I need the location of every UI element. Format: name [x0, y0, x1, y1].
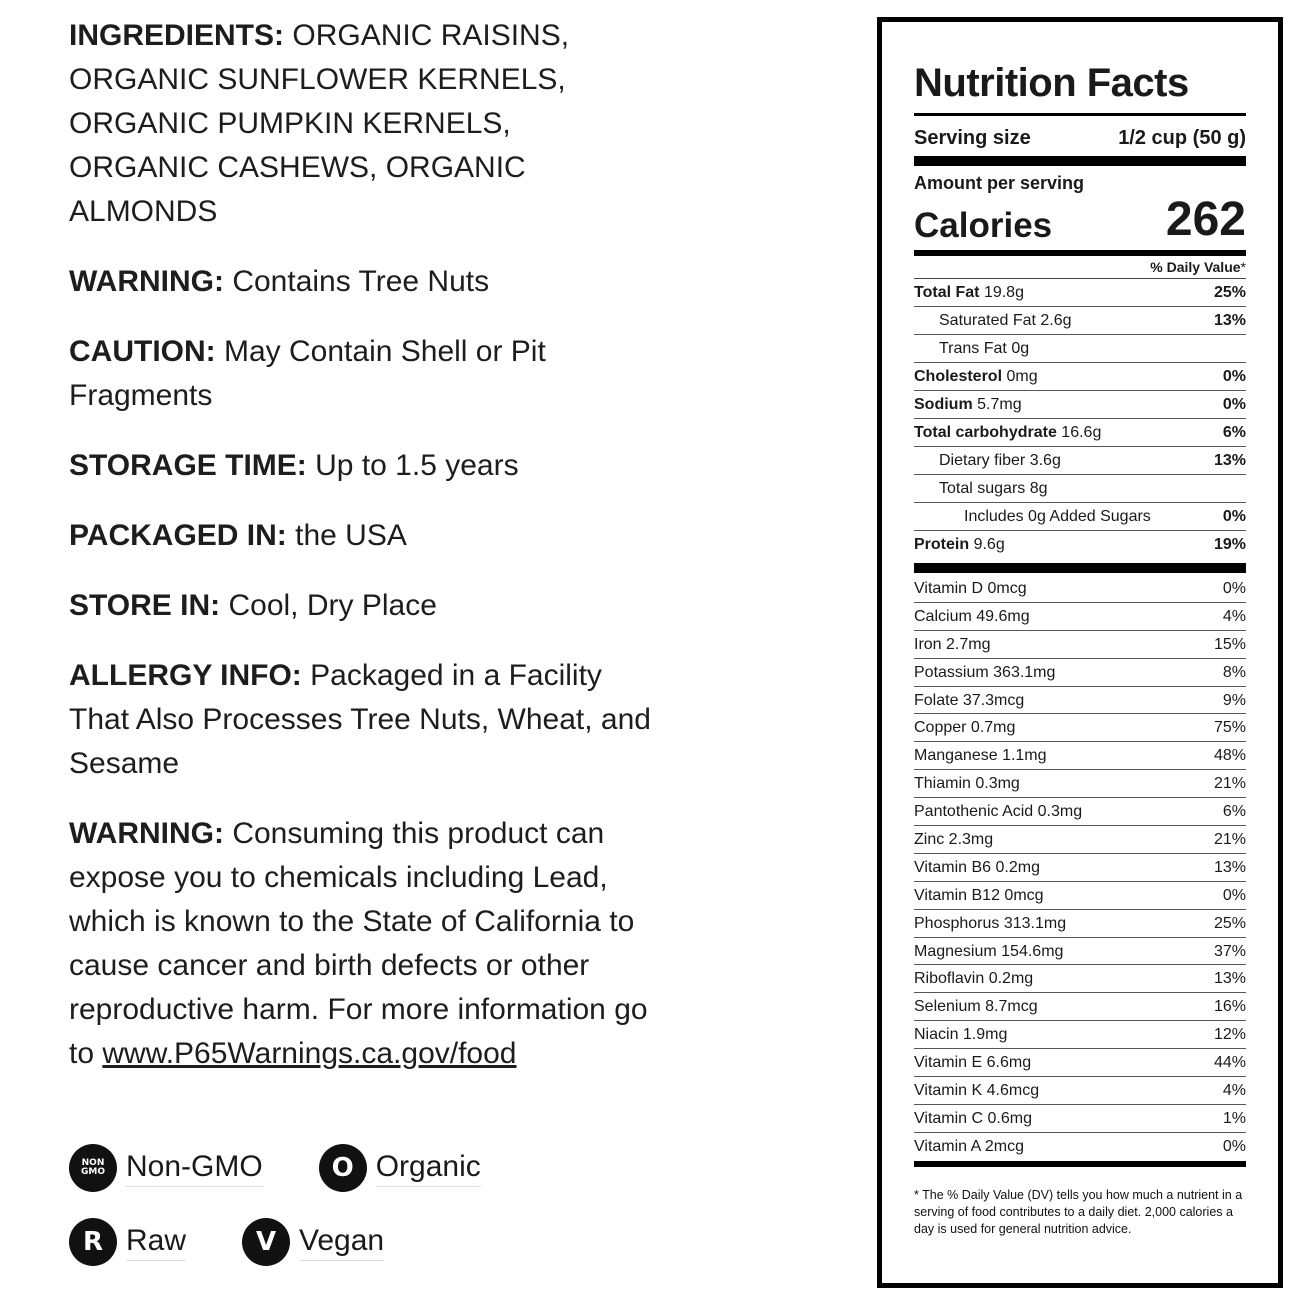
- vitamin-daily-value: 12%: [1213, 1026, 1246, 1044]
- vitamin-daily-value: 25%: [1213, 914, 1246, 932]
- badge-organic: [319, 1144, 481, 1192]
- vitamin-name: Copper 0.7mg: [914, 719, 1016, 737]
- vitamin-name: Vitamin A 2mcg: [914, 1137, 1024, 1155]
- vitamin-daily-value: 4%: [1222, 1082, 1246, 1100]
- ingredients-label: INGREDIENTS:: [69, 19, 285, 52]
- vitamin-name: Vitamin B12 0mcg: [914, 886, 1044, 904]
- vegan-icon: V: [242, 1218, 290, 1266]
- vitamin-row: [914, 798, 1246, 826]
- storage-time: [69, 444, 689, 488]
- ingredients-text: ORGANIC RAISINS, ORGANIC SUNFLOWER KERNELS, ORGANIC PUMPKIN KERNELS, ORGANIC CASHEWS, ORGANIC ALMONDS: [69, 19, 570, 228]
- allergy-label: ALLERGY INFO:: [69, 659, 302, 692]
- serving-size-label: Serving size: [914, 127, 1031, 149]
- vitamin-row: [914, 965, 1246, 993]
- caution-text: May Contain Shell or Pit Fragments: [69, 335, 546, 412]
- warning-text: Contains Tree Nuts: [232, 265, 490, 298]
- calories-row: [914, 193, 1246, 256]
- vitamin-row: [914, 687, 1246, 715]
- prop65-warning: [69, 812, 669, 1076]
- vitamin-daily-value: 75%: [1213, 719, 1246, 737]
- vitamin-name: Potassium 363.1mg: [914, 663, 1056, 681]
- p65-warnings-link[interactable]: www.P65Warnings.ca.gov/food: [102, 1037, 517, 1070]
- nutrient-row-saturated-fat: Saturated Fat 2.6g 13%: [914, 307, 1246, 335]
- ingredients-statement: [69, 14, 629, 234]
- vitamin-name: Riboflavin 0.2mg: [914, 970, 1034, 988]
- vitamin-row: [914, 659, 1246, 687]
- vitamin-daily-value: 1%: [1222, 1109, 1246, 1127]
- vitamin-row: [914, 1133, 1246, 1161]
- store-text: Cool, Dry Place: [228, 589, 437, 622]
- vitamin-row: [914, 714, 1246, 742]
- nutrition-facts-panel: [877, 17, 1283, 1288]
- vitamin-name: Phosphorus 313.1mg: [914, 914, 1067, 932]
- vitamin-row: [914, 1021, 1246, 1049]
- vitamin-name: Manganese 1.1mg: [914, 747, 1047, 765]
- vitamin-name: Vitamin B6 0.2mg: [914, 858, 1040, 876]
- vitamin-row: [914, 1105, 1246, 1133]
- nutrient-row-added-sugars: Includes 0g Added Sugars 0%: [914, 503, 1246, 531]
- vitamin-daily-value: 6%: [1222, 803, 1246, 821]
- vitamin-daily-value: 21%: [1213, 831, 1246, 849]
- allergy-text: Packaged in a Facility That Also Processes Tree Nuts, Wheat, and Sesame: [69, 659, 651, 780]
- vitamin-row: [914, 575, 1246, 603]
- vitamin-daily-value: 21%: [1213, 775, 1246, 793]
- nutrient-row-total-sugars: Total sugars 8g: [914, 475, 1246, 503]
- vitamin-row: [914, 742, 1246, 770]
- vitamin-row: [914, 603, 1246, 631]
- amount-per-serving: Amount per serving: [914, 173, 1085, 193]
- vitamin-row: [914, 882, 1246, 910]
- nutrient-row-dietary-fiber: Dietary fiber 3.6g 13%: [914, 447, 1246, 475]
- tree-nut-warning: [69, 260, 689, 304]
- nutrition-facts-title: Nutrition Facts: [914, 57, 1246, 116]
- vitamin-name: Pantothenic Acid 0.3mg: [914, 803, 1083, 821]
- badge-label: Raw: [126, 1224, 186, 1261]
- raw-icon: R: [69, 1218, 117, 1266]
- vitamin-daily-value: 44%: [1213, 1054, 1246, 1072]
- non-gmo-icon: NON GMO: [69, 1144, 117, 1192]
- daily-value-header: % Daily Value*: [914, 256, 1246, 279]
- badge-label: Vegan: [299, 1224, 384, 1261]
- vitamin-daily-value: 0%: [1222, 580, 1246, 597]
- prop65-label: WARNING:: [69, 817, 224, 850]
- nutrient-row-cholesterol: Cholesterol 0mg 0%: [914, 363, 1246, 391]
- vitamin-row: [914, 854, 1246, 882]
- vitamin-row: [914, 770, 1246, 798]
- prop65-text: Consuming this product can expose you to chemicals including Lead, which is known to the State of California to cause cancer and birth defects or other reproductive harm. For more information go to: [69, 817, 648, 1070]
- vitamin-row: [914, 938, 1246, 966]
- vitamin-name: Magnesium 154.6mg: [914, 942, 1064, 960]
- product-info: [69, 14, 689, 1102]
- nutrient-row-total-carbohydrate: Total carbohydrate 16.6g 6%: [914, 419, 1246, 447]
- storage-label: STORAGE TIME:: [69, 449, 307, 482]
- badge-label: Non-GMO: [126, 1150, 263, 1187]
- caution-label: CAUTION:: [69, 335, 216, 368]
- vitamin-row: [914, 910, 1246, 938]
- product-badges: [69, 1142, 589, 1290]
- vitamin-name: Zinc 2.3mg: [914, 831, 994, 849]
- packaged-label: PACKAGED IN:: [69, 519, 287, 552]
- vitamin-name: Vitamin K 4.6mcg: [914, 1082, 1040, 1100]
- vitamin-row: [914, 826, 1246, 854]
- vitamin-name: Iron 2.7mg: [914, 635, 991, 653]
- calories-value: 262: [1165, 193, 1246, 246]
- store-in: [69, 584, 689, 628]
- serving-size-value: 1/2 cup (50 g): [1118, 127, 1246, 149]
- badge-label: Organic: [376, 1150, 481, 1187]
- vitamin-row: [914, 631, 1246, 659]
- vitamin-daily-value: 0%: [1222, 886, 1246, 904]
- vitamin-daily-value: 13%: [1213, 858, 1246, 876]
- vitamin-name: Calcium 49.6mg: [914, 607, 1030, 625]
- vitamin-name: Vitamin E 6.6mg: [914, 1054, 1032, 1072]
- vitamin-daily-value: 8%: [1222, 663, 1246, 681]
- packaged-text: the USA: [295, 519, 407, 552]
- vitamin-name: Thiamin 0.3mg: [914, 775, 1020, 793]
- vitamin-name: Niacin 1.9mg: [914, 1026, 1008, 1044]
- divider-thick: [914, 563, 1246, 573]
- vitamin-daily-value: 37%: [1213, 942, 1246, 960]
- serving-size-row: [914, 120, 1246, 156]
- allergy-info: [69, 654, 659, 786]
- badge-raw: [69, 1218, 186, 1266]
- vitamin-daily-value: 48%: [1213, 747, 1246, 765]
- vitamin-name: Folate 37.3mcg: [914, 691, 1025, 709]
- warning-label: WARNING:: [69, 265, 224, 298]
- vitamin-name: Selenium 8.7mcg: [914, 998, 1038, 1016]
- calories-label: Calories: [914, 206, 1053, 245]
- organic-icon: O: [319, 1144, 367, 1192]
- packaged-in: [69, 514, 689, 558]
- vitamin-daily-value: 4%: [1222, 607, 1246, 625]
- badge-vegan: [242, 1218, 384, 1266]
- vitamin-row: [914, 1077, 1246, 1105]
- vitamin-daily-value: 16%: [1213, 998, 1246, 1016]
- vitamin-row: [914, 1049, 1246, 1077]
- nutrient-row-sodium: Sodium 5.7mg 0%: [914, 391, 1246, 419]
- vitamin-name: Vitamin D 0mcg: [914, 580, 1027, 597]
- vitamin-daily-value: 0%: [1222, 1137, 1246, 1155]
- storage-text: Up to 1.5 years: [315, 449, 519, 482]
- nutrient-row-protein: Protein 9.6g 19%: [914, 536, 1246, 553]
- vitamin-daily-value: 9%: [1222, 691, 1246, 709]
- vitamin-row: [914, 993, 1246, 1021]
- badge-non-gmo: [69, 1144, 263, 1192]
- caution-statement: [69, 330, 609, 418]
- vitamin-mineral-list: [914, 573, 1246, 1167]
- vitamin-name: Vitamin C 0.6mg: [914, 1109, 1032, 1127]
- nutrient-row-trans-fat: Trans Fat 0g: [914, 335, 1246, 363]
- nutrient-row-total-fat: Total Fat 19.8g 25%: [914, 279, 1246, 307]
- vitamin-daily-value: 15%: [1213, 635, 1246, 653]
- daily-value-footnote: * The % Daily Value (DV) tells you how much a nutrient in a serving of food contributes to a daily diet. 2,000 calories a day is used for general nutrition advice.: [914, 1187, 1243, 1236]
- divider-thick: [914, 156, 1246, 166]
- vitamin-daily-value: 13%: [1213, 970, 1246, 988]
- store-label: STORE IN:: [69, 589, 221, 622]
